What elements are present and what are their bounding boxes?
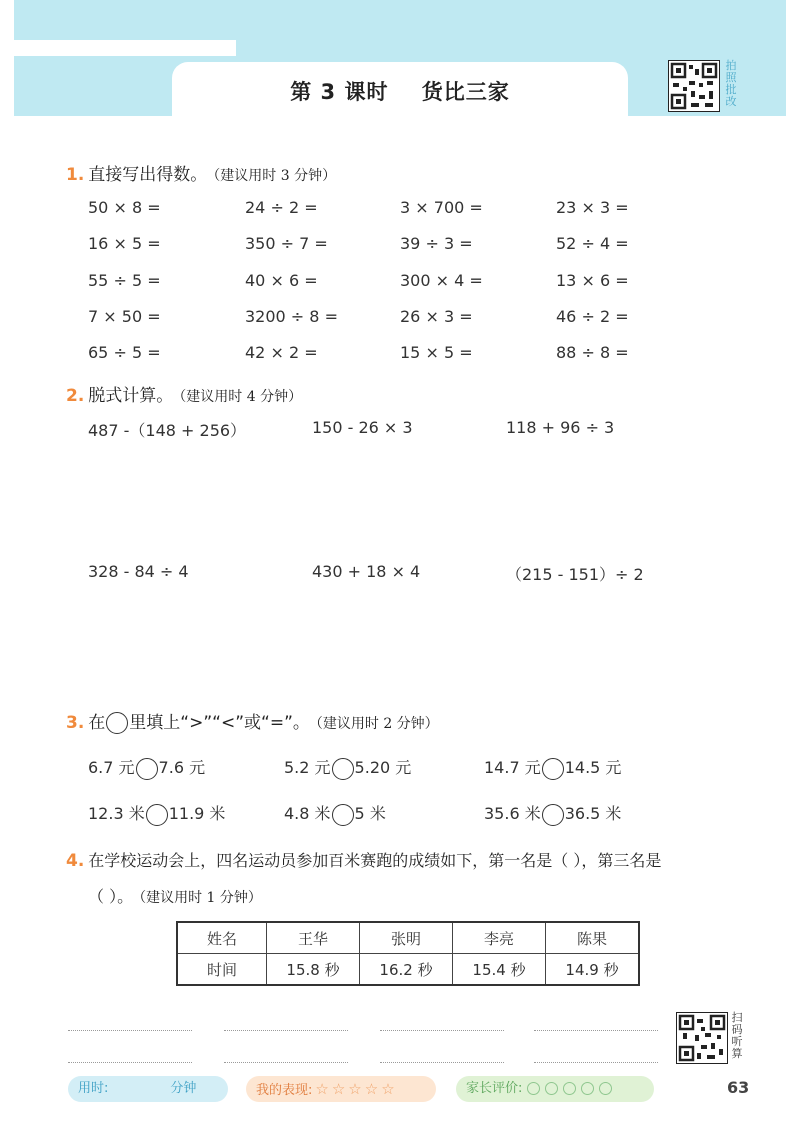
q1-expression: 23 × 3 =: [556, 198, 629, 217]
q2-expression: 150 - 26 × 3: [312, 418, 413, 437]
q1-expression: 3 × 700 =: [400, 198, 483, 217]
q1-expression: 16 × 5 =: [88, 234, 161, 253]
smiley-face-icon[interactable]: [599, 1082, 612, 1095]
answer-line: [534, 1062, 658, 1063]
table-cell: 15.8 秒: [267, 954, 360, 986]
blank-circle: [106, 712, 128, 734]
q1-expression: 50 × 8 =: [88, 198, 161, 217]
star-icon[interactable]: ☆: [348, 1080, 362, 1098]
q1-expression: 13 × 6 =: [556, 271, 629, 290]
question-4-number: 4.: [66, 851, 85, 871]
q1-expression: 39 ÷ 3 =: [400, 234, 473, 253]
time-label: 用时:: [78, 1081, 109, 1096]
q1-expression: 24 ÷ 2 =: [245, 198, 318, 217]
answer-line: [380, 1062, 504, 1063]
table-cell: 14.9 秒: [546, 954, 640, 986]
table-cell: 李亮: [453, 922, 546, 954]
answer-circle[interactable]: [146, 804, 168, 826]
table-cell: 时间: [177, 954, 267, 986]
question-4-line-2: [88, 884, 262, 907]
q2-expression: 118 + 96 ÷ 3: [506, 418, 615, 437]
answer-line: [224, 1062, 348, 1063]
q3-right-value: 14.5 元: [564, 758, 622, 777]
question-1-heading: [66, 160, 336, 185]
q3-left-value: 12.3 米: [88, 804, 145, 823]
parent-rating-pill: [456, 1076, 654, 1102]
q3-left-value: 6.7 元: [88, 758, 135, 777]
qr-code-icon[interactable]: [668, 60, 720, 112]
performance-pill: [246, 1076, 436, 1102]
page-number: 63: [727, 1078, 750, 1097]
q3-comparison: [284, 755, 411, 780]
q1-expression: 350 ÷ 7 =: [245, 234, 328, 253]
q3-right-value: 11.9 米: [168, 804, 226, 823]
q3-comparison: [484, 755, 621, 780]
star-rating[interactable]: [312, 1080, 395, 1098]
question-1-number: 1.: [66, 165, 85, 185]
parent-label: 家长评价:: [466, 1081, 523, 1096]
star-icon[interactable]: ☆: [331, 1080, 346, 1098]
star-icon[interactable]: ☆: [364, 1080, 379, 1098]
question-2-number: 2.: [66, 386, 85, 406]
face-rating[interactable]: [522, 1081, 612, 1096]
answer-circle[interactable]: [542, 758, 564, 780]
answer-line: [224, 1030, 348, 1031]
question-2-hint: （建议用时 4 分钟）: [179, 389, 303, 405]
question-4-hint: （建议用时 1 分钟）: [139, 890, 262, 906]
q2-expression: 328 - 84 ÷ 4: [88, 562, 189, 581]
table-cell: 姓名: [177, 922, 267, 954]
answer-line: [380, 1030, 504, 1031]
question-4-blank: （ ）。: [88, 887, 134, 906]
q3-right-value: 7.6 元: [158, 758, 206, 777]
star-icon[interactable]: ☆: [315, 1080, 329, 1098]
question-2-heading: [66, 381, 302, 406]
q1-expression: 300 × 4 =: [400, 271, 483, 290]
table-cell: 陈果: [546, 922, 640, 954]
table-cell: 张明: [360, 922, 453, 954]
table-cell: 16.2 秒: [360, 954, 453, 986]
smiley-face-icon[interactable]: [545, 1082, 558, 1095]
qr-code-icon[interactable]: [676, 1012, 728, 1064]
answer-circle[interactable]: [332, 758, 354, 780]
smiley-face-icon[interactable]: [581, 1082, 594, 1095]
q1-expression: 55 ÷ 5 =: [88, 271, 161, 290]
qr-top-label: 拍照批改: [725, 59, 737, 108]
question-4-text: 在学校运动会上，四名运动员参加百米赛跑的成绩如下，第一名是（ ），第三名是: [88, 851, 662, 870]
q2-expression: 487 -（148 + 256）: [88, 421, 247, 440]
question-1-title: 直接写出得数。: [88, 165, 208, 185]
q3-comparison: [484, 801, 621, 826]
header-strip: [14, 40, 236, 56]
q1-expression: 46 ÷ 2 =: [556, 307, 629, 326]
question-3-title-start: 在: [88, 713, 106, 733]
q3-comparison: [88, 755, 205, 780]
q2-expression: 430 + 18 × 4: [312, 562, 421, 581]
table-cell: 王华: [267, 922, 360, 954]
answer-circle[interactable]: [136, 758, 158, 780]
answer-line: [68, 1030, 192, 1031]
time-unit: 分钟: [170, 1081, 197, 1096]
q2-expression: （215 - 151）÷ 2: [506, 565, 644, 584]
star-icon[interactable]: ☆: [381, 1080, 395, 1098]
q3-left-value: 5.2 元: [284, 758, 331, 777]
q1-expression: 42 × 2 =: [245, 343, 318, 362]
q1-expression: 52 ÷ 4 =: [556, 234, 629, 253]
q1-expression: 7 × 50 =: [88, 307, 161, 326]
answer-circle[interactable]: [542, 804, 564, 826]
table-cell: 15.4 秒: [453, 954, 546, 986]
question-3-heading: [66, 708, 439, 734]
score-table: [176, 921, 640, 986]
lesson-title: 第 3 课时 货比三家: [290, 80, 510, 104]
q3-comparison: [88, 801, 225, 826]
answer-line: [68, 1062, 192, 1063]
performance-label: 我的表现:: [256, 1083, 313, 1098]
q3-left-value: 35.6 米: [484, 804, 541, 823]
answer-circle[interactable]: [332, 804, 354, 826]
q1-expression: 40 × 6 =: [245, 271, 318, 290]
q1-expression: 65 ÷ 5 =: [88, 343, 161, 362]
question-4-heading: [66, 848, 661, 871]
time-spent-pill[interactable]: [68, 1076, 228, 1102]
q3-left-value: 4.8 米: [284, 804, 331, 823]
smiley-face-icon[interactable]: [563, 1082, 576, 1095]
q3-right-value: 36.5 米: [564, 804, 622, 823]
q3-right-value: 5 米: [354, 804, 386, 823]
question-3-hint: （建议用时 2 分钟）: [315, 716, 439, 732]
q1-expression: 15 × 5 =: [400, 343, 473, 362]
table-header-row: [177, 922, 639, 954]
qr-bottom-label: 扫码听算: [731, 1011, 743, 1060]
table-row: [177, 954, 639, 986]
q1-expression: 26 × 3 =: [400, 307, 473, 326]
question-3-number: 3.: [66, 713, 85, 733]
question-3-title-end: 里填上“>”“<”或“=”。: [129, 713, 310, 733]
question-1-hint: （建议用时 3 分钟）: [213, 168, 337, 184]
q3-comparison: [284, 801, 386, 826]
question-2-title: 脱式计算。: [88, 386, 174, 406]
q1-expression: 88 ÷ 8 =: [556, 343, 629, 362]
smiley-face-icon[interactable]: [527, 1082, 540, 1095]
q3-left-value: 14.7 元: [484, 758, 541, 777]
q3-right-value: 5.20 元: [354, 758, 412, 777]
answer-line: [534, 1030, 658, 1031]
q1-expression: 3200 ÷ 8 =: [245, 307, 338, 326]
